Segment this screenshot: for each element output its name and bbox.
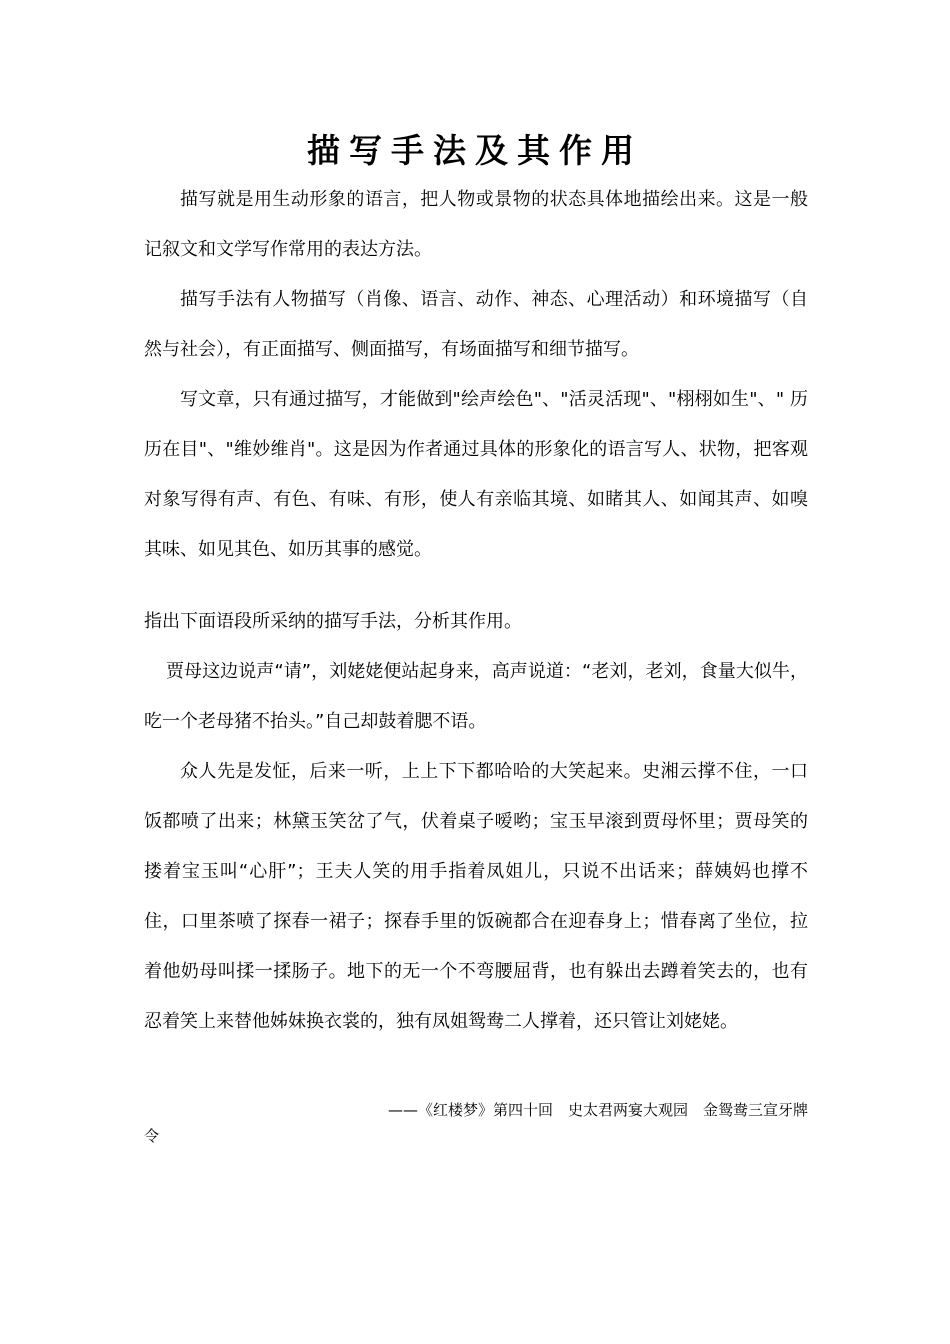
document-title: 描写手法及其作用	[307, 131, 643, 170]
excerpt-source	[144, 1097, 808, 1149]
excerpt-paragraph-laughter: 众人先是发怔，后来一听，上上下下都哈哈的大笑起来。史湘云撑不住，一口饭都喷了出来；林黛玉笑岔了气，伏着桌子嗳哟；宝玉早滚到贾母怀里；贾母笑的搂着宝玉叫“心肝”；王夫人笑的用手指着凤姐儿，只说不出话来；薛姨妈也撑不住，口里茶喷了探春一裙子；探春手里的饭碗都合在迎春身上；惜春离了坐位，拉着他奶母叫揉一揉肠子。地下的无一个不弯腰屈背，也有躲出去蹲着笑去的，也有忍着笑上来替他姊妹换衣裳的，独有凤姐鸳鸯二人撑着，还只管让刘姥姥。	[144, 761, 808, 1032]
excerpt-paragraph-liu-laolao: 贾母这边说声“请”，刘姥姥便站起身来，高声说道：“老刘，老刘，食量大似牛，吃一个老母猪不抬头。”自己却鼓着腮不语。	[144, 661, 808, 732]
intro-paragraph-effect: 写文章，只有通过描写，才能做到"绘声绘色"、"活灵活现"、"栩栩如生"、" 历历在目"、"维妙维肖"。这是因为作者通过具体的形象化的语言写人、状物，把客观对象写得有声、有色、有味、有形，使人有亲临其境、如睹其人、如闻其声、如嗅其味、如见其色、如历其事的感觉。	[144, 389, 808, 560]
excerpt-source-tail: 令	[144, 1127, 160, 1145]
intro-paragraph-definition: 描写就是用生动形象的语言，把人物或景物的状态具体地描绘出来。这是一般记叙文和文学写作常用的表达方法。	[144, 189, 808, 260]
excerpt-source-line: ——《红楼梦》第四十回 史太君两宴大观园 金鸳鸯三宣牙牌	[387, 1101, 808, 1119]
intro-paragraph-types: 描写手法有人物描写（肖像、语言、动作、神态、心理活动）和环境描写（自然与社会），有正面描写、侧面描写，有场面描写和细节描写。	[144, 289, 808, 360]
exercise-prompt: 指出下面语段所采纳的描写手法，分析其作用。	[144, 611, 522, 632]
